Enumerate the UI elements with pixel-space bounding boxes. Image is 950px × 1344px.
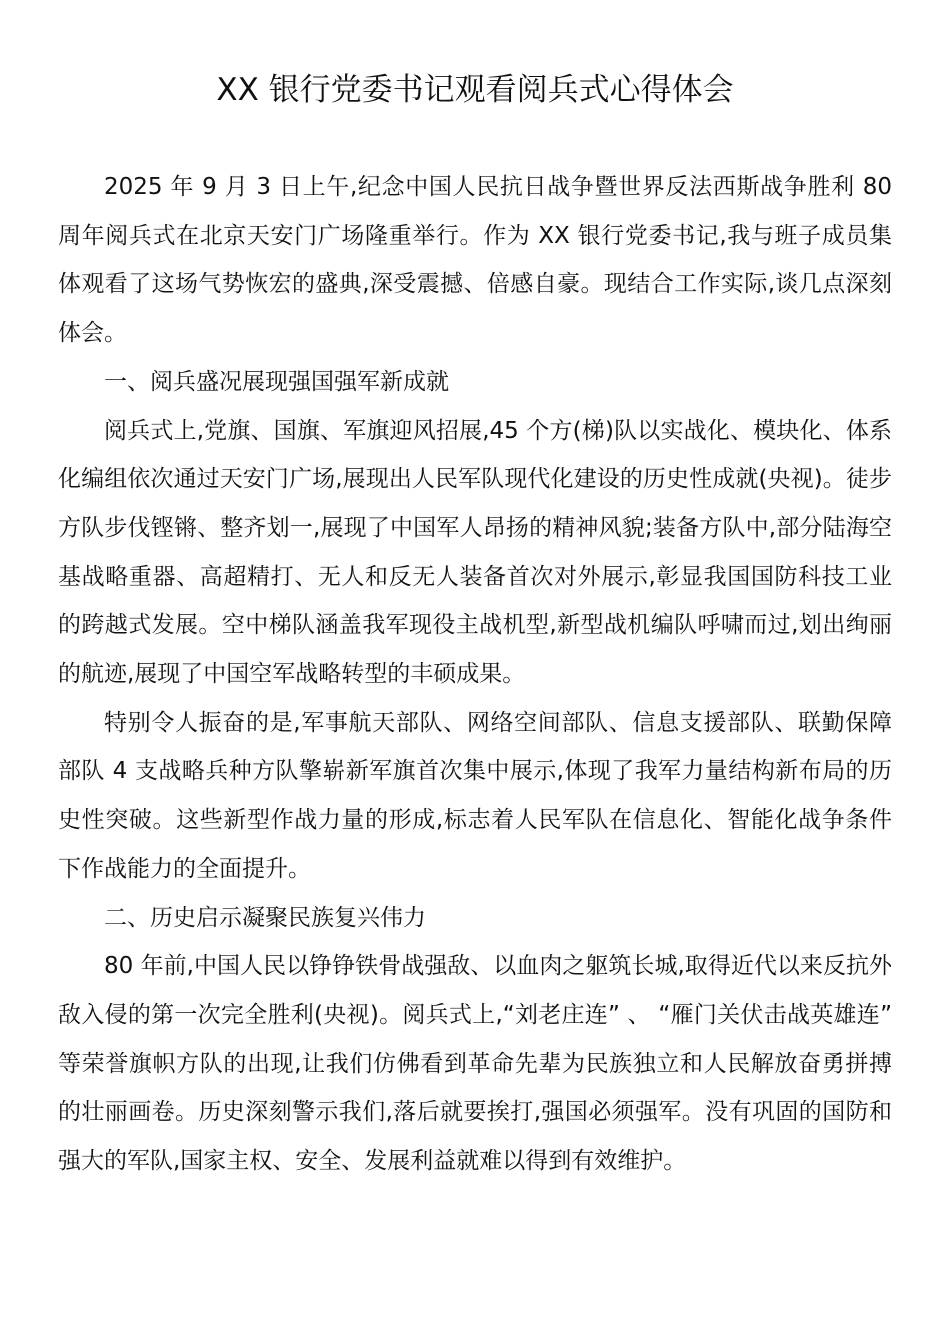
section-heading-1: 一、阅兵盛况展现强国强军新成就 — [104, 368, 449, 395]
intro-paragraph: 2025 年 9 月 3 日上午,纪念中国人民抗日战争暨世界反法西斯战争胜利 80 周年阅兵式在北京天安门广场隆重举行。作为 XX 银行党委书记,我与班子成员集体观看了这场气势恢宏的盛典,深受震撼、倍感自豪。现结合工作实际,谈几点深刻体会。 — [58, 174, 892, 347]
section-1-paragraph-1: 阅兵式上,党旗、国旗、军旗迎风招展,45 个方(梯)队以实战化、模块化、体系化编组依次通过天安门广场,展现出人民军队现代化建设的历史性成就(央视)。徒步方队步伐铿锵、整齐划一,展现了中国军人昂扬的精神风貌;装备方队中,部分陆海空基战略重器、高超精打、无人和反无人装备首次对外展示,彰显我国国防科技工业的跨越式发展。空中梯队涵盖我军现役主战机型,新型战机编队呼啸而过,划出绚丽的航迹,展现了中国空军战略转型的丰硕成果。 — [58, 417, 892, 688]
document-title: XX 银行党委书记观看阅兵式心得体会 — [216, 72, 734, 108]
section-heading-2: 二、历史启示凝聚民族复兴伟力 — [104, 904, 426, 931]
section-1-paragraph-2: 特别令人振奋的是,军事航天部队、网络空间部队、信息支援部队、联勤保障部队 4 支战略兵种方队擎崭新军旗首次集中展示,体现了我军力量结构新布局的历史性突破。这些新型作战力量的形成,标志着人民军队在信息化、智能化战争条件下作战能力的全面提升。 — [58, 709, 892, 882]
section-2-paragraph-1: 80 年前,中国人民以铮铮铁骨战强敌、以血肉之躯筑长城,取得近代以来反抗外敌入侵的第一次完全胜利(央视)。阅兵式上,“刘老庄连” 、 “雁门关伏击战英雄连” 等荣誉旗帜方队的出现,让我们仿佛看到革命先辈为民族独立和人民解放奋勇拼搏的壮丽画卷。历史深刻警示我们,落后就要挨打,强国必须强军。没有巩固的国防和强大的军队,国家主权、安全、发展利益就难以得到有效维护。 — [58, 953, 892, 1175]
document-body — [58, 163, 892, 1186]
